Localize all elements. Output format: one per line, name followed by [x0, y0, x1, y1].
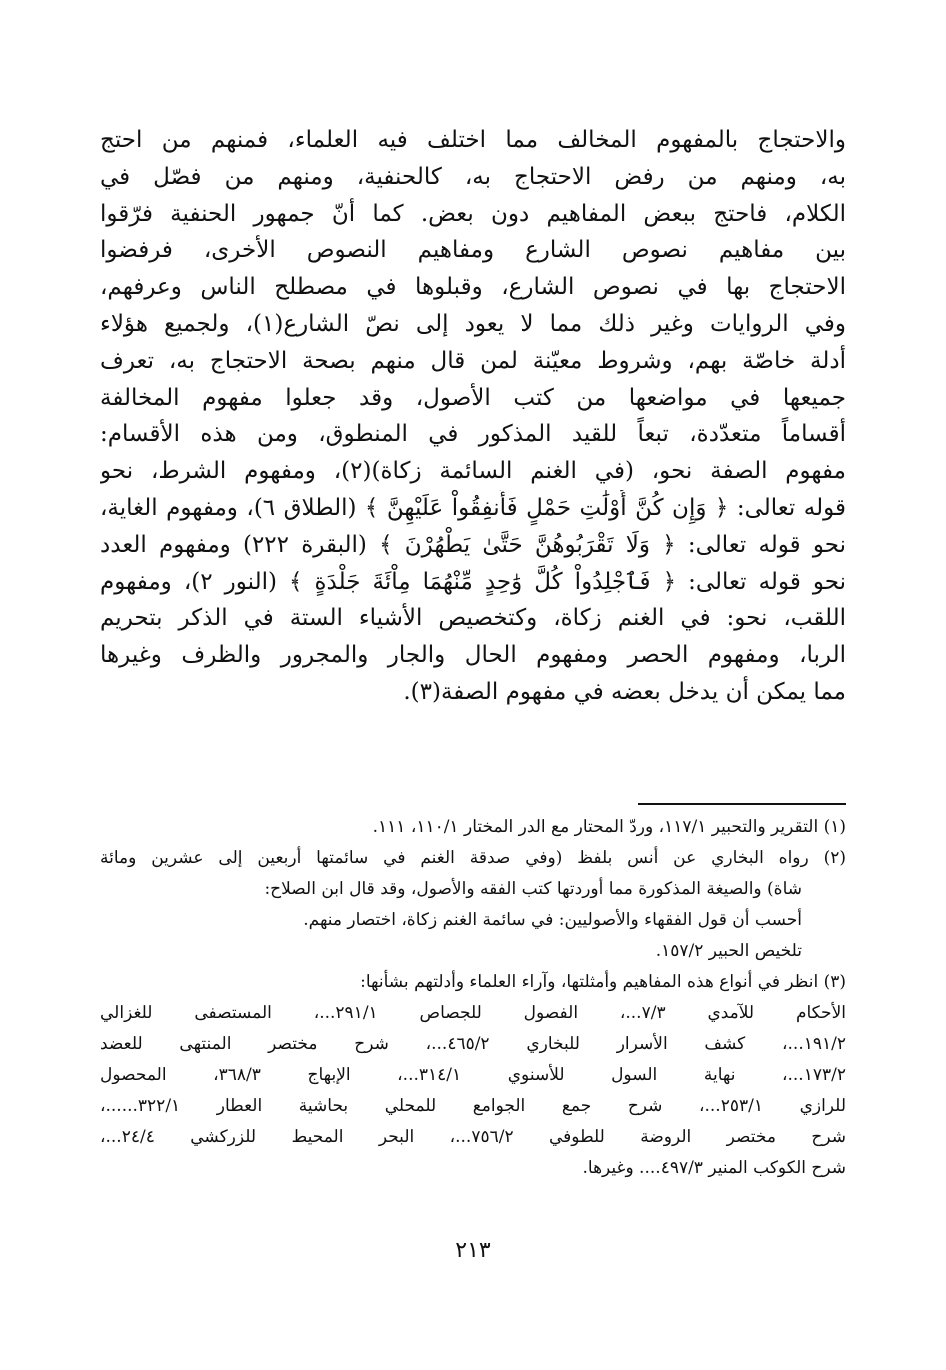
body-line: والاحتجاج بالمفهوم المخالف مما اختلف فيه العلماء، فمنهم من احتج	[100, 127, 846, 153]
footnote-line: الأحكام للآمدي ٧/٣...، الفصول للجصاص ٢٩١/١...، المستصفى للغزالي	[100, 1003, 846, 1023]
footnote-line: شاة) والصيغة المذكورة مما أوردتها كتب الفقه والأصول، وقد قال ابن الصلاح:	[264, 879, 802, 899]
body-line: الاحتجاج بها في نصوص الشارع، وقبلوها في مصطلح الناس وعرفهم،	[100, 274, 846, 301]
body-line: أقساماً متعدّدة، تبعاً للقيد المذكور في المنطوق، ومن هذه الأقسام:	[100, 421, 846, 448]
footnote-line: أحسب أن قول الفقهاء والأصوليين: في سائمة الغنم زكاة، اختصار منهم.	[303, 910, 802, 930]
footnote-3	[100, 967, 846, 1184]
footnote-line: للرازي ٢٥٣/١...، شرح جمع الجوامع للمحلي بحاشية العطار ٣٢٢/١......،	[100, 1096, 846, 1116]
body-line: بين مفاهيم نصوص الشارع ومفاهيم النصوص الأخرى، فرفضوا	[100, 237, 846, 264]
main-body-text	[100, 122, 846, 711]
footnote-line: تلخيص الحبير ١٥٧/٢.	[655, 941, 802, 961]
body-line-quran-verse: نحو قوله تعالى: ﴿ وَلَا تَقْرَبُوهُنَّ حَتَّىٰ يَطْهُرْنَ ﴾ (البقرة ٢٢٢) ومفهوم العدد	[100, 531, 846, 558]
body-line: به، ومنهم من رفض الاحتجاج به، كالحنفية، ومنهم من فصّل في	[100, 163, 846, 190]
body-line: جميعها في مواضعها من كتب الأصول، وقد جعلوا مفهوم المخالفة	[100, 384, 846, 411]
footnote-separator	[638, 803, 846, 805]
footnote-line: (٢) رواه البخاري عن أنس بلفظ (وفي صدقة الغنم في سائمتها أربعين إلى عشرين ومائة	[100, 848, 846, 868]
page-number: ٢١٣	[455, 1238, 491, 1263]
body-line: الربا، ومفهوم الحصر ومفهوم الحال والجار والمجرور والظرف وغيرها	[100, 642, 846, 669]
footnote-line: شرح الكوكب المنير ٤٩٧/٣.... وغيرها.	[582, 1158, 846, 1178]
body-line: مما يمكن أن يدخل بعضه في مفهوم الصفة(٣).	[403, 678, 846, 705]
footnotes	[100, 812, 846, 1184]
footnote-line: (١) التقرير والتحبير ١١٧/١، وردّ المحتار مع الدر المختار ١١٠/١، ١١١.	[372, 817, 846, 837]
body-line: اللقب، نحو: في الغنم زكاة، وكتخصيص الأشياء الستة في الذكر بتحريم	[100, 605, 846, 632]
body-line: أدلة خاصّة بهم، وشروط معيّنة لمن قال منهم بصحة الاحتجاج به، تعرف	[100, 347, 846, 374]
body-line-quran-verse: قوله تعالى: ﴿ وَإِن كُنَّ أُوْلَٰتِ حَمْلٍ فَأَنفِقُواْ عَلَيْهِنَّ ﴾ (الطلاق ٦)، ومفهوم الغاية،	[100, 494, 846, 521]
footnote-line: (٣) انظر في أنواع هذه المفاهيم وأمثلتها، وآراء العلماء وأدلتهم بشأنها:	[360, 972, 846, 992]
body-line: الكلام، فاحتج ببعض المفاهيم دون بعض. كما أنّ جمهور الحنفية فرّقوا	[100, 200, 846, 227]
footnote-line: ١٧٣/٢...، نهاية السول للأسنوي ٣١٤/١...، الإبهاج ٣٦٨/٣، المحصول	[100, 1065, 846, 1085]
body-line: وفي الروايات وغير ذلك مما لا يعود إلى نصّ الشارع(١)، ولجميع هؤلاء	[100, 310, 846, 337]
footnote-1	[100, 812, 846, 843]
body-line: مفهوم الصفة نحو، (في الغنم السائمة زكاة)(٢)، ومفهوم الشرط، نحو	[100, 458, 846, 485]
footnote-line: ١٩١/٢...، كشف الأسرار للبخاري ٤٦٥/٢...، شرح مختصر المنتهى للعضد	[100, 1034, 846, 1054]
body-line-quran-verse: نحو قوله تعالى: ﴿ فَٱجْلِدُواْ كُلَّ وَٰحِدٍ مِّنْهُمَا مِاْئَةَ جَلْدَةٍ ﴾ (النور ٢)، ومفهوم	[100, 568, 846, 595]
footnote-2	[100, 843, 846, 967]
footnote-line: شرح مختصر الروضة للطوفي ٧٥٦/٢...، البحر المحيط للزركشي ٢٤/٤...،	[100, 1127, 846, 1147]
